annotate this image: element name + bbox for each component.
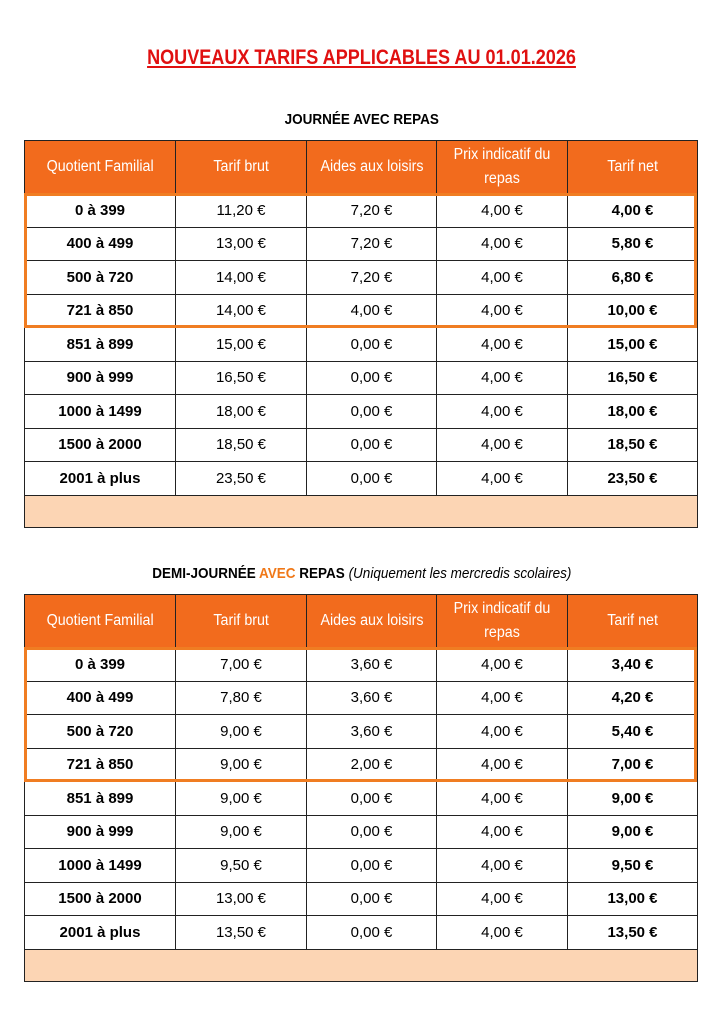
column-header-tarif-brut: Tarif brut — [176, 141, 307, 194]
column-header-aides: Aides aux loisirs — [307, 595, 437, 648]
cell-tarif-net: 4,20 € — [568, 681, 698, 715]
footer-cell — [25, 949, 698, 981]
column-header-prix-repas: Prix indicatif du repas — [437, 595, 568, 648]
cell-prix-repas: 4,00 € — [437, 294, 568, 328]
cell-aides: 7,20 € — [307, 261, 437, 295]
table-header-row — [25, 595, 698, 648]
section-heading-prefix: JOURNÉE AVEC REPAS — [284, 111, 439, 128]
cell-quotient: 400 à 499 — [25, 227, 176, 261]
cell-prix-repas: 4,00 € — [437, 428, 568, 462]
section-title-journee — [0, 111, 723, 128]
cell-aides: 3,60 € — [307, 648, 437, 682]
table-row — [25, 849, 698, 883]
section-heading-suffix: REPAS — [295, 565, 345, 582]
cell-tarif-net: 5,40 € — [568, 715, 698, 749]
table-header-row — [25, 141, 698, 194]
cell-prix-repas: 4,00 € — [437, 395, 568, 429]
cell-prix-repas: 4,00 € — [437, 361, 568, 395]
cell-prix-repas: 4,00 € — [437, 261, 568, 295]
cell-prix-repas: 4,00 € — [437, 462, 568, 496]
cell-tarif-net: 10,00 € — [568, 294, 698, 328]
column-header-aides: Aides aux loisirs — [307, 141, 437, 194]
table-row — [25, 294, 698, 328]
table-row — [25, 361, 698, 395]
cell-tarif-net: 9,00 € — [568, 815, 698, 849]
table-row — [25, 428, 698, 462]
column-header-tarif-net: Tarif net — [568, 595, 698, 648]
cell-tarif-net: 15,00 € — [568, 328, 698, 362]
cell-tarif-brut: 9,00 € — [176, 748, 307, 782]
cell-tarif-net: 9,50 € — [568, 849, 698, 883]
rates-table-demi-journee — [24, 594, 698, 982]
cell-tarif-brut: 7,80 € — [176, 681, 307, 715]
cell-aides: 0,00 € — [307, 815, 437, 849]
cell-prix-repas: 4,00 € — [437, 815, 568, 849]
table-row — [25, 648, 698, 682]
cell-prix-repas: 4,00 € — [437, 748, 568, 782]
cell-quotient: 0 à 399 — [25, 648, 176, 682]
cell-quotient: 900 à 999 — [25, 361, 176, 395]
cell-tarif-brut: 14,00 € — [176, 294, 307, 328]
cell-aides: 3,60 € — [307, 715, 437, 749]
section-title-demi-journee — [0, 565, 723, 582]
cell-tarif-brut: 18,00 € — [176, 395, 307, 429]
section-heading-accent: AVEC — [258, 565, 296, 582]
cell-tarif-net: 18,00 € — [568, 395, 698, 429]
cell-quotient: 500 à 720 — [25, 715, 176, 749]
cell-prix-repas: 4,00 € — [437, 328, 568, 362]
table-footer-row — [25, 949, 698, 981]
cell-aides: 2,00 € — [307, 748, 437, 782]
page-title: NOUVEAUX TARIFS APPLICABLES AU 01.01.2026 — [147, 46, 576, 69]
cell-aides: 0,00 € — [307, 916, 437, 950]
cell-quotient: 851 à 899 — [25, 782, 176, 816]
cell-tarif-brut: 9,00 € — [176, 815, 307, 849]
cell-tarif-brut: 11,20 € — [176, 194, 307, 228]
table-row — [25, 328, 698, 362]
cell-prix-repas: 4,00 € — [437, 849, 568, 883]
cell-quotient: 900 à 999 — [25, 815, 176, 849]
table-row — [25, 748, 698, 782]
table-row — [25, 715, 698, 749]
cell-aides: 0,00 € — [307, 849, 437, 883]
cell-aides: 7,20 € — [307, 194, 437, 228]
cell-quotient: 400 à 499 — [25, 681, 176, 715]
section-heading-note: (Uniquement les mercredis scolaires) — [344, 565, 572, 582]
cell-tarif-net: 4,00 € — [568, 194, 698, 228]
table-row — [25, 395, 698, 429]
table-footer-row — [25, 495, 698, 527]
cell-aides: 4,00 € — [307, 294, 437, 328]
cell-quotient: 1500 à 2000 — [25, 882, 176, 916]
cell-tarif-net: 18,50 € — [568, 428, 698, 462]
cell-tarif-brut: 13,50 € — [176, 916, 307, 950]
cell-aides: 0,00 € — [307, 462, 437, 496]
cell-tarif-brut: 16,50 € — [176, 361, 307, 395]
cell-prix-repas: 4,00 € — [437, 648, 568, 682]
cell-tarif-net: 6,80 € — [568, 261, 698, 295]
cell-tarif-brut: 14,00 € — [176, 261, 307, 295]
cell-quotient: 2001 à plus — [25, 462, 176, 496]
cell-tarif-brut: 7,00 € — [176, 648, 307, 682]
table-row — [25, 681, 698, 715]
cell-prix-repas: 4,00 € — [437, 194, 568, 228]
cell-tarif-net: 3,40 € — [568, 648, 698, 682]
cell-aides: 0,00 € — [307, 395, 437, 429]
cell-tarif-brut: 18,50 € — [176, 428, 307, 462]
cell-quotient: 1000 à 1499 — [25, 849, 176, 883]
cell-quotient: 500 à 720 — [25, 261, 176, 295]
cell-tarif-net: 16,50 € — [568, 361, 698, 395]
section-heading-prefix: DEMI-JOURNÉE — [151, 565, 259, 582]
column-header-tarif-net: Tarif net — [568, 141, 698, 194]
cell-tarif-brut: 23,50 € — [176, 462, 307, 496]
table-row — [25, 227, 698, 261]
cell-quotient: 1000 à 1499 — [25, 395, 176, 429]
cell-prix-repas: 4,00 € — [437, 227, 568, 261]
cell-quotient: 0 à 399 — [25, 194, 176, 228]
cell-aides: 7,20 € — [307, 227, 437, 261]
column-header-quotient: Quotient Familial — [25, 141, 176, 194]
column-header-prix-repas: Prix indicatif du repas — [437, 141, 568, 194]
cell-aides: 0,00 € — [307, 361, 437, 395]
cell-tarif-net: 13,00 € — [568, 882, 698, 916]
footer-cell — [25, 495, 698, 527]
cell-aides: 3,60 € — [307, 681, 437, 715]
table-row — [25, 916, 698, 950]
column-header-quotient: Quotient Familial — [25, 595, 176, 648]
table-row — [25, 462, 698, 496]
table-row — [25, 882, 698, 916]
cell-tarif-net: 7,00 € — [568, 748, 698, 782]
cell-quotient: 851 à 899 — [25, 328, 176, 362]
cell-quotient: 1500 à 2000 — [25, 428, 176, 462]
table-row — [25, 782, 698, 816]
cell-tarif-brut: 9,50 € — [176, 849, 307, 883]
cell-prix-repas: 4,00 € — [437, 715, 568, 749]
cell-tarif-net: 5,80 € — [568, 227, 698, 261]
column-header-tarif-brut: Tarif brut — [176, 595, 307, 648]
cell-quotient: 721 à 850 — [25, 748, 176, 782]
cell-tarif-net: 23,50 € — [568, 462, 698, 496]
cell-tarif-brut: 9,00 € — [176, 782, 307, 816]
cell-aides: 0,00 € — [307, 882, 437, 916]
rates-table-journee — [24, 140, 698, 528]
cell-aides: 0,00 € — [307, 428, 437, 462]
cell-tarif-brut: 15,00 € — [176, 328, 307, 362]
table-row — [25, 815, 698, 849]
cell-quotient: 721 à 850 — [25, 294, 176, 328]
cell-aides: 0,00 € — [307, 328, 437, 362]
cell-tarif-brut: 13,00 € — [176, 227, 307, 261]
cell-aides: 0,00 € — [307, 782, 437, 816]
cell-prix-repas: 4,00 € — [437, 782, 568, 816]
cell-prix-repas: 4,00 € — [437, 882, 568, 916]
cell-tarif-brut: 13,00 € — [176, 882, 307, 916]
cell-tarif-brut: 9,00 € — [176, 715, 307, 749]
cell-prix-repas: 4,00 € — [437, 916, 568, 950]
cell-quotient: 2001 à plus — [25, 916, 176, 950]
cell-tarif-net: 9,00 € — [568, 782, 698, 816]
table-row — [25, 194, 698, 228]
cell-tarif-net: 13,50 € — [568, 916, 698, 950]
cell-prix-repas: 4,00 € — [437, 681, 568, 715]
table-row — [25, 261, 698, 295]
